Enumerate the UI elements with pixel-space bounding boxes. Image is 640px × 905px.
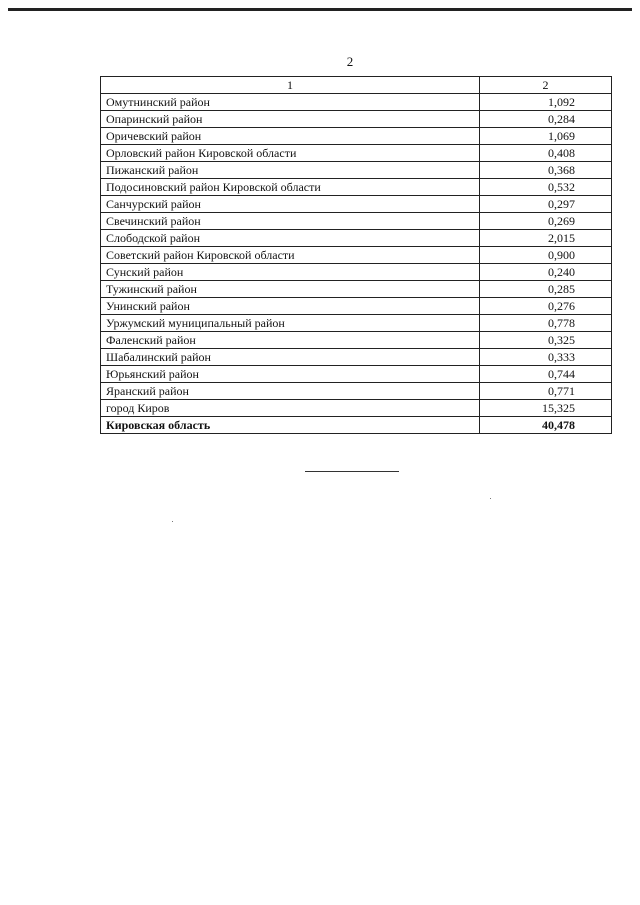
row-name: Шабалинский район	[101, 349, 480, 366]
row-name: Унинский район	[101, 298, 480, 315]
row-value: 0,285	[480, 281, 612, 298]
table-row	[101, 281, 612, 298]
row-value: 0,744	[480, 366, 612, 383]
row-value: 0,284	[480, 111, 612, 128]
column-header-1: 1	[101, 77, 480, 94]
row-name: город Киров	[101, 400, 480, 417]
scan-speck	[172, 521, 173, 522]
table-row	[101, 213, 612, 230]
row-value: 0,368	[480, 162, 612, 179]
row-name: Санчурский район	[101, 196, 480, 213]
column-header-2: 2	[480, 77, 612, 94]
total-row	[101, 417, 612, 434]
row-name: Подосиновский район Кировской области	[101, 179, 480, 196]
row-value: 0,297	[480, 196, 612, 213]
row-name: Сунский район	[101, 264, 480, 281]
row-value: 0,771	[480, 383, 612, 400]
row-name: Фаленский район	[101, 332, 480, 349]
row-name: Омутнинский район	[101, 94, 480, 111]
row-name: Пижанский район	[101, 162, 480, 179]
table-row	[101, 179, 612, 196]
table-row	[101, 298, 612, 315]
table-row	[101, 111, 612, 128]
table-row	[101, 128, 612, 145]
row-value: 0,269	[480, 213, 612, 230]
row-name: Слободской район	[101, 230, 480, 247]
row-name: Оричевский район	[101, 128, 480, 145]
row-name: Опаринский район	[101, 111, 480, 128]
row-value: 0,276	[480, 298, 612, 315]
table-row	[101, 315, 612, 332]
table-row	[101, 383, 612, 400]
row-name: Советский район Кировской области	[101, 247, 480, 264]
row-name: Орловский район Кировской области	[101, 145, 480, 162]
table-row	[101, 145, 612, 162]
table-row	[101, 94, 612, 111]
row-value: 0,333	[480, 349, 612, 366]
end-of-document-rule	[305, 471, 399, 472]
row-name: Яранский район	[101, 383, 480, 400]
page-number: 2	[346, 54, 354, 69]
table-row	[101, 196, 612, 213]
scan-speck	[490, 498, 491, 499]
row-value: 2,015	[480, 230, 612, 247]
table-row	[101, 247, 612, 264]
table-row	[101, 264, 612, 281]
row-name: Свечинский район	[101, 213, 480, 230]
table-row	[101, 230, 612, 247]
top-border-rule	[8, 8, 632, 11]
row-value: 0,532	[480, 179, 612, 196]
row-name: Тужинский район	[101, 281, 480, 298]
row-value: 1,069	[480, 128, 612, 145]
row-value: 0,900	[480, 247, 612, 264]
row-value: 0,325	[480, 332, 612, 349]
total-name: Кировская область	[101, 417, 480, 434]
row-name: Юрьянский район	[101, 366, 480, 383]
data-table	[100, 76, 612, 434]
row-value: 15,325	[480, 400, 612, 417]
table-row	[101, 366, 612, 383]
total-value: 40,478	[480, 417, 612, 434]
table-header-row	[101, 77, 612, 94]
row-value: 0,408	[480, 145, 612, 162]
table-row	[101, 332, 612, 349]
row-value: 0,240	[480, 264, 612, 281]
row-name: Уржумский муниципальный район	[101, 315, 480, 332]
table-row	[101, 400, 612, 417]
row-value: 0,778	[480, 315, 612, 332]
table-row	[101, 162, 612, 179]
table-row	[101, 349, 612, 366]
row-value: 1,092	[480, 94, 612, 111]
